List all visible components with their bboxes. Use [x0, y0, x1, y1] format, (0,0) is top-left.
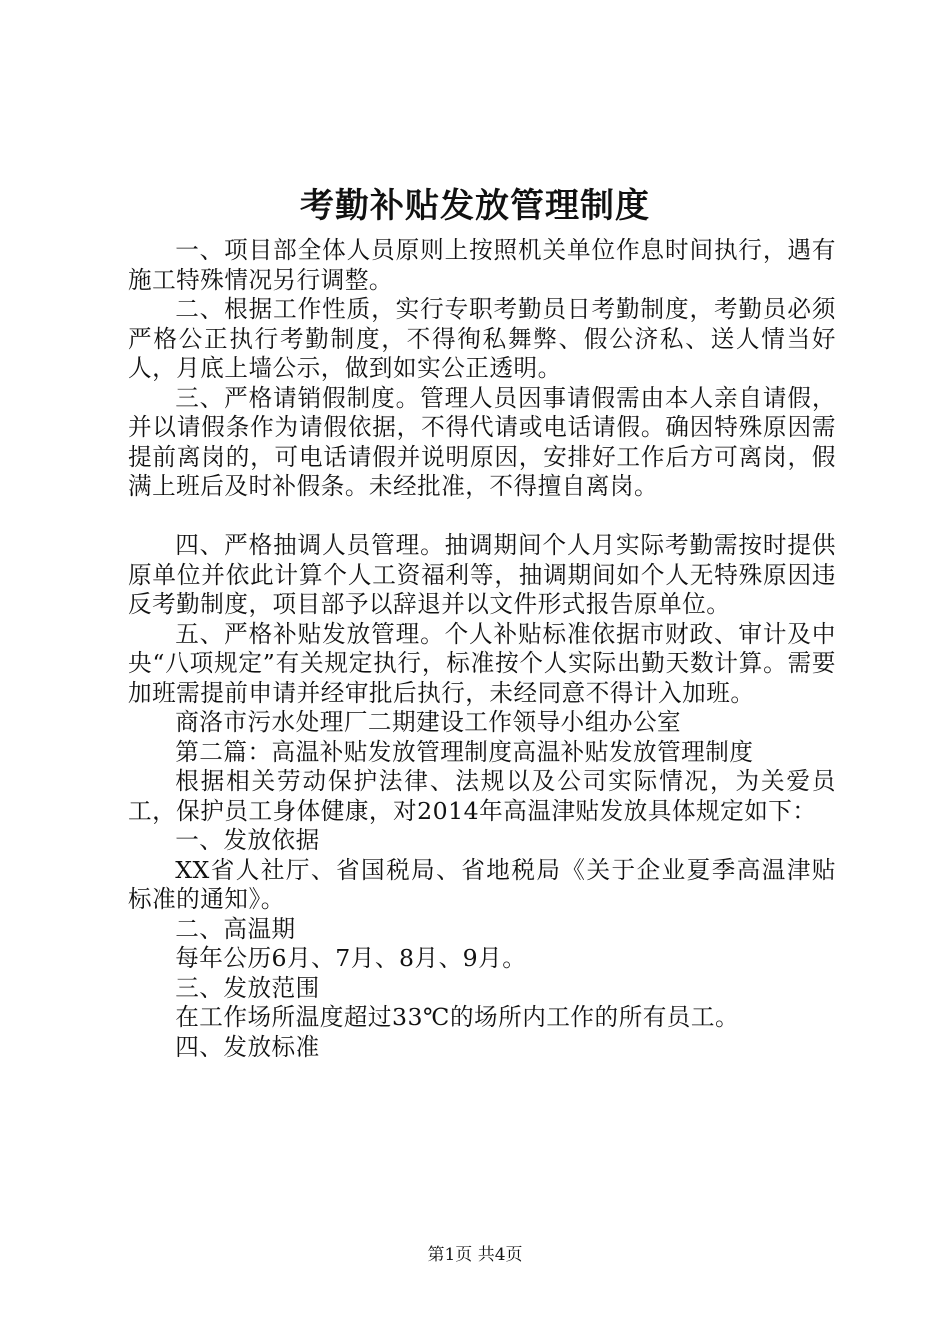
paragraph-high-temp-intro: 根据相关劳动保护法律、法规以及公司实际情况，为关爱员工，保护员工身体健康，对2014年高温津贴发放具体规定如下： [128, 767, 836, 825]
heading-high-temp-period: 二、高温期 [175, 914, 296, 943]
paragraph-attendance-hours: 一、项目部全体人员原则上按照机关单位作息时间执行，遇有施工特殊情况另行调整。 [128, 236, 836, 294]
paragraph-subsidy-management: 五、严格补贴发放管理。个人补贴标准依据市财政、审计及中央“八项规定”有关规定执行，标准按个人实际出勤天数计算。需要加班需提前申请并经审批后执行，未经同意不得计入加班。 [128, 619, 836, 707]
heading-basis: 一、发放依据 [175, 826, 320, 854]
paragraph-issuing-office: 商洛市污水处理厂二期建设工作领导小组办公室 [175, 708, 682, 736]
page-footer: 第1页 共4页 [427, 1245, 523, 1265]
heading-standard: 四、发放标准 [175, 1032, 320, 1061]
paragraph-high-temp-period: 每年公历6月、7月、8月、9月。 [175, 944, 527, 972]
paragraph-second-article-title: 第二篇：高温补贴发放管理制度高温补贴发放管理制度 [175, 737, 754, 766]
paragraph-scope: 在工作场所温度超过33℃的场所内工作的所有员工。 [175, 1003, 740, 1031]
heading-scope: 三、发放范围 [175, 973, 320, 1002]
paragraph-seconded-staff: 四、严格抽调人员管理。抽调期间个人月实际考勤需按时提供原单位并依此计算个人工资福利等，抽调期间如个人无特殊原因违反考勤制度，项目部予以辞退并以文件形式报告原单位。 [128, 531, 836, 618]
paragraph-basis: XX省人社厅、省国税局、省地税局《关于企业夏季高温津贴标准的通知》。 [128, 855, 836, 913]
paragraph-attendance-officer: 二、根据工作性质，实行专职考勤员日考勤制度，考勤员必须严格公正执行考勤制度，不得徇私舞弊、假公济私、送人情当好人，月底上墙公示，做到如实公正透明。 [128, 295, 836, 382]
paragraph-leave-policy: 三、严格请销假制度。管理人员因事请假需由本人亲自请假，并以请假条作为请假依据，不得代请或电话请假。确因特殊原因需提前离岗的，可电话请假并说明原因，安排好工作后方可离岗，假满上班后及时补假条。未经批准，不得擅自离岗。 [128, 383, 836, 500]
document-title: 考勤补贴发放管理制度 [300, 186, 650, 226]
document-body [128, 236, 836, 1062]
